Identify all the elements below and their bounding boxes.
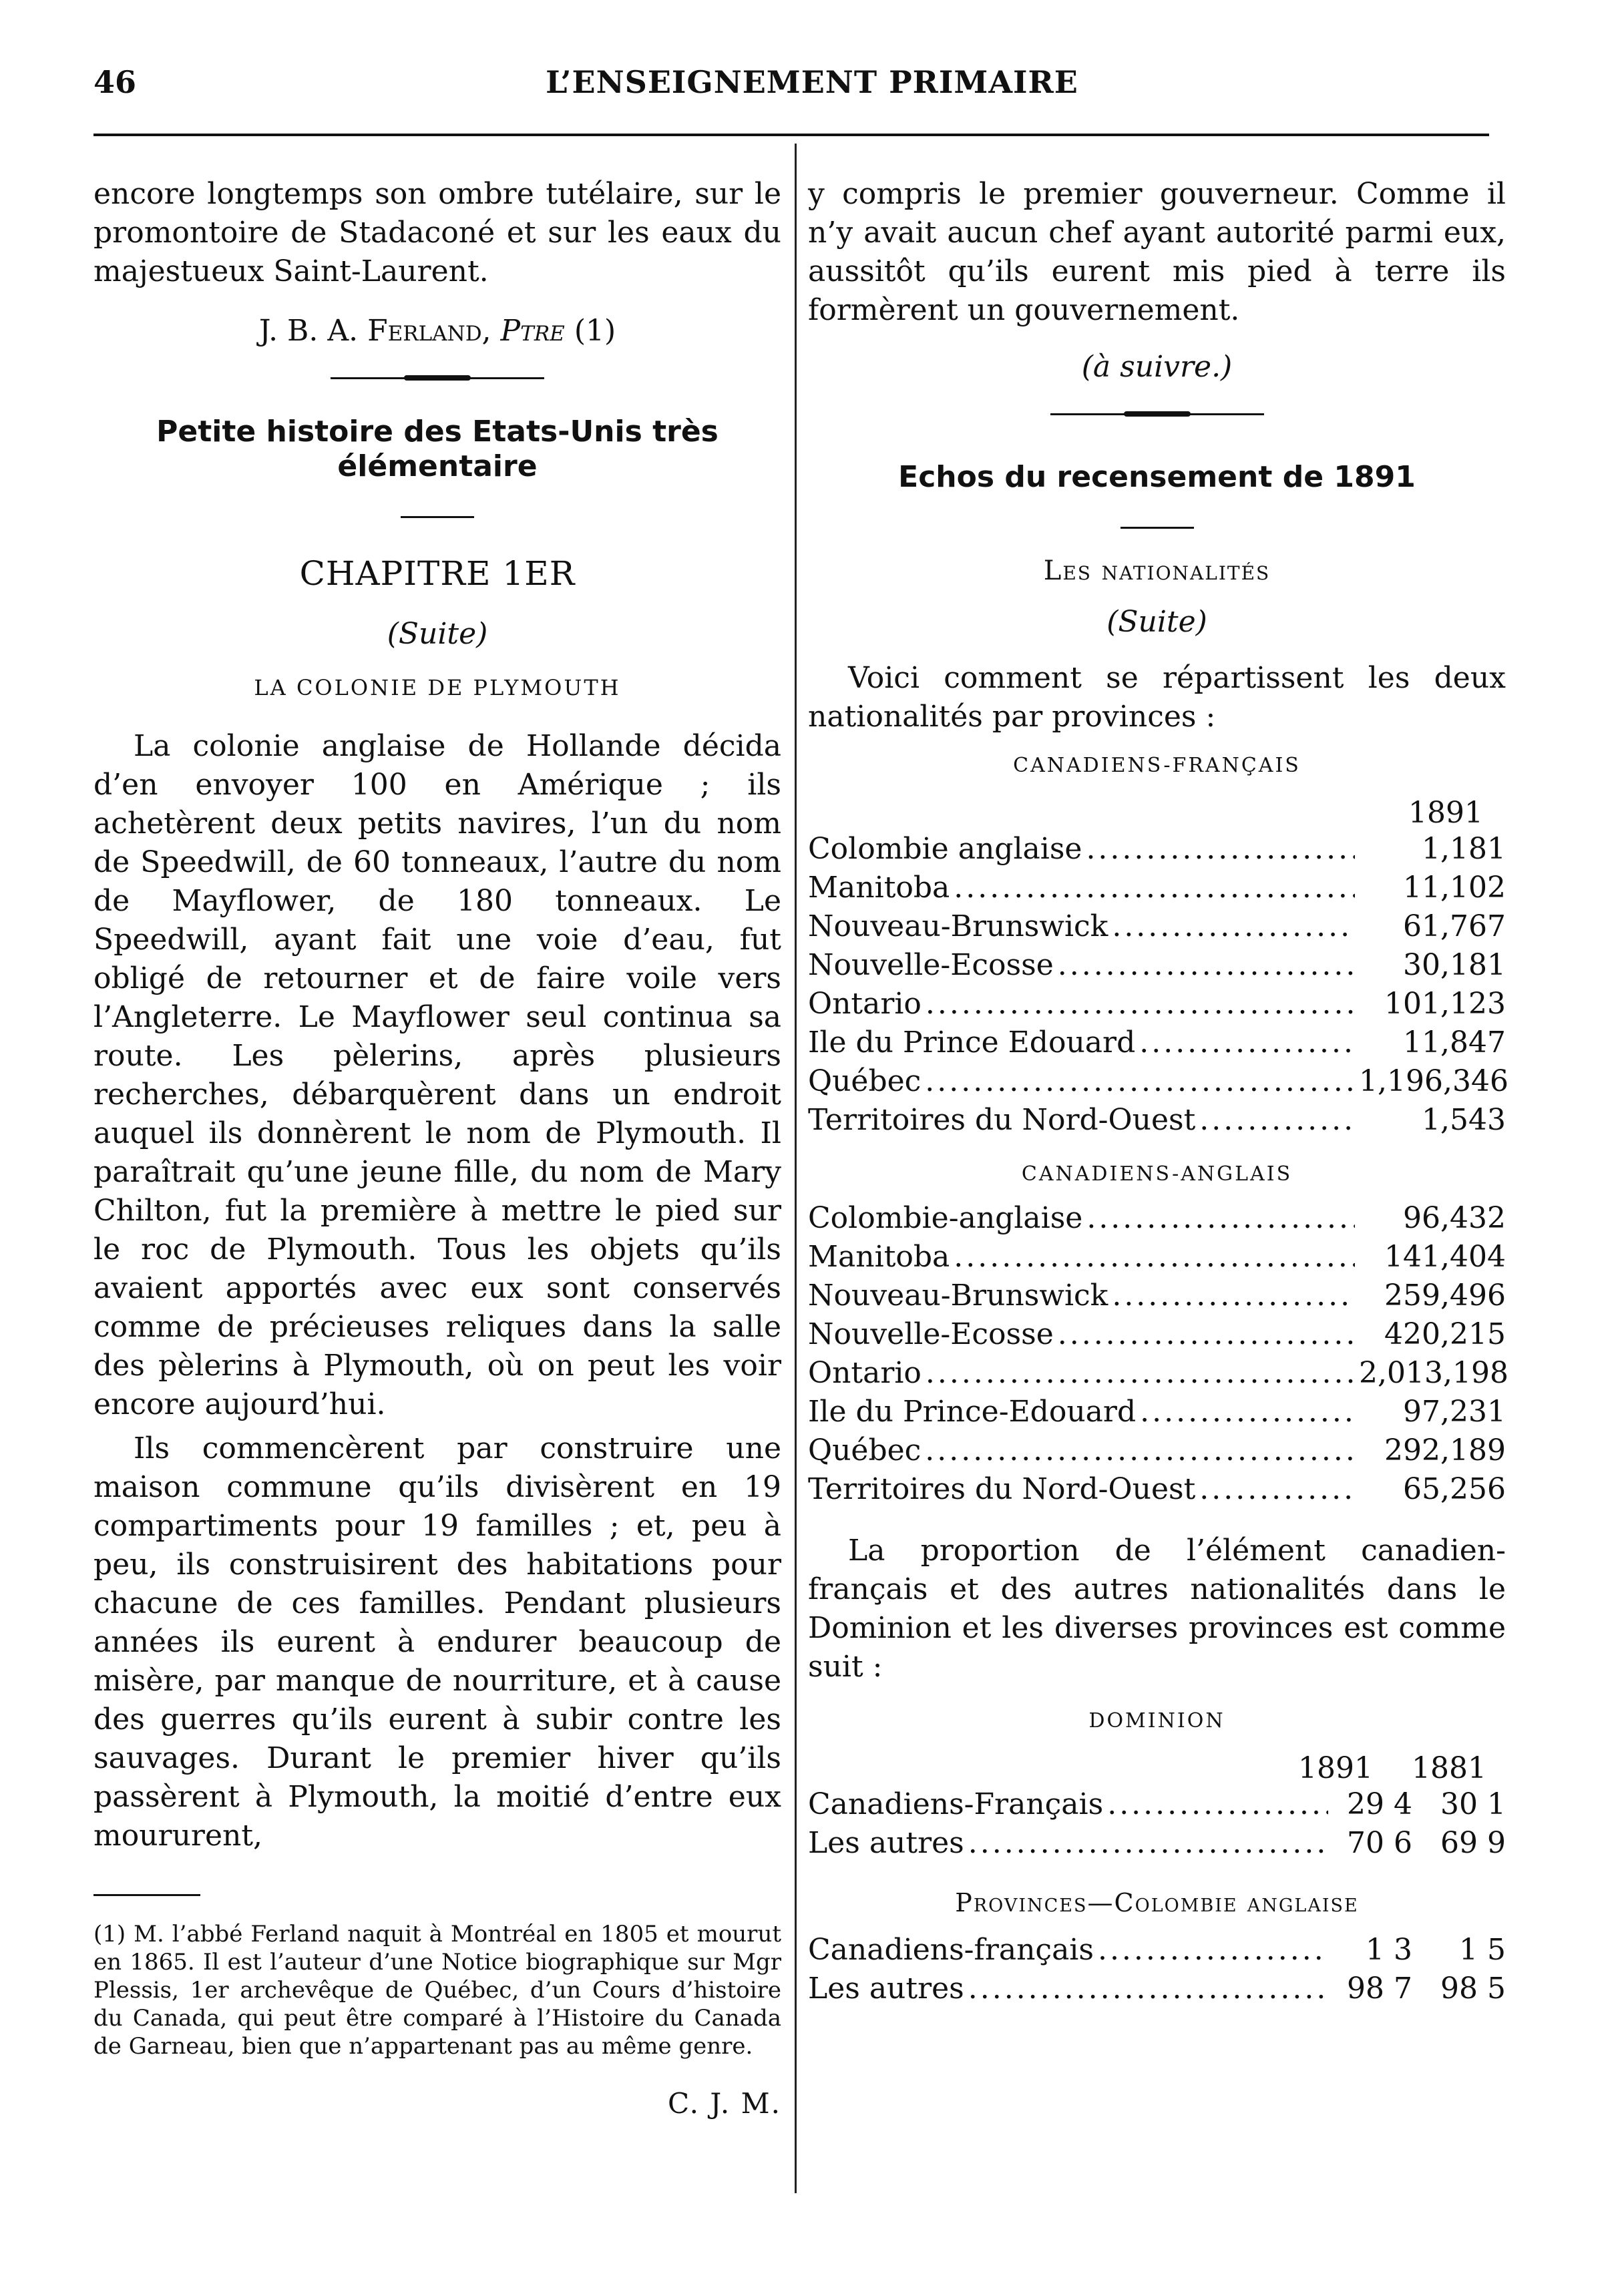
leader-dots	[1058, 1315, 1355, 1354]
row-value: 1,196,346	[1359, 1064, 1508, 1098]
table-row	[808, 1470, 1506, 1509]
table-rows	[808, 830, 1506, 1140]
row-label: Territoires du Nord-Ouest	[808, 1103, 1196, 1137]
table-row	[808, 830, 1506, 869]
continuation-text: encore longtemps son ombre tutélaire, sur le promontoire de Stadaconé et sur les eaux du majestueux Saint-Laurent.	[93, 177, 781, 288]
row-value: 96,432	[1403, 1201, 1506, 1235]
suite-label: (Suite)	[387, 617, 488, 651]
year-label: 1891	[1408, 796, 1483, 830]
paragraph: Ils commencèrent par construire une maison commune qu’ils divisèrent en 19 compartiments pour 19 familles ; et, peu à peu, ils construisirent des habitations pour chacune de ces familles. Pendant plusieurs années ils eurent à endurer beaucoup de misère, par manque de nourriture, et à cause des guerres qu’ils eurent à subir contre les sauvages. Durant le premier hiver qu’ils passèrent à Plymouth, la moitié d’entre eux moururent,	[93, 1431, 781, 1853]
table-row	[808, 1785, 1506, 1824]
row-value: 11,102	[1403, 871, 1506, 905]
table-year-row	[808, 1751, 1506, 1785]
table-rows	[808, 1785, 1506, 1863]
table-canadiens-anglais	[808, 1162, 1506, 1509]
table-row	[808, 1238, 1506, 1277]
table-row	[808, 1431, 1506, 1470]
year-label: 1891	[1298, 1751, 1373, 1785]
table-rows	[808, 1199, 1506, 1509]
ornament-divider	[1050, 411, 1264, 417]
row-value: 101,123	[1384, 987, 1506, 1021]
value-1891: 70 6	[1347, 1826, 1412, 1860]
suite-label: (Suite)	[1106, 605, 1207, 639]
row-label: Manitoba	[808, 871, 950, 905]
row-label: Ile du Prince Edouard	[808, 1025, 1136, 1060]
table-provinces	[808, 1888, 1506, 2008]
header-rule	[93, 134, 1489, 136]
leader-dots	[954, 1238, 1355, 1277]
value-1891: 29 4	[1347, 1787, 1412, 1821]
row-label: Canadiens-Français	[808, 1787, 1104, 1821]
row-label: Manitoba	[808, 1240, 950, 1274]
row-value: 1,181	[1422, 832, 1506, 866]
leader-dots	[1086, 830, 1355, 869]
leader-dots	[1112, 1277, 1355, 1315]
column-divider	[795, 144, 797, 2193]
footnote-rule	[93, 1894, 200, 1896]
year-label: 1881	[1412, 1751, 1486, 1785]
row-label: Québec	[808, 1433, 922, 1467]
section-heading: LA COLONIE DE PLYMOUTH	[254, 675, 621, 700]
row-label: Ontario	[808, 987, 922, 1021]
row-value: 65,256	[1403, 1472, 1506, 1506]
row-label: Nouveau-Brunswick	[808, 1279, 1108, 1313]
leader-dots	[1107, 1785, 1328, 1824]
row-label: Nouveau-Brunswick	[808, 909, 1108, 943]
table-row	[808, 1931, 1506, 1970]
table-row	[808, 869, 1506, 907]
page-number: 46	[93, 64, 137, 100]
leader-dots	[926, 1354, 1355, 1393]
table-row	[808, 1315, 1506, 1354]
table-row	[808, 1393, 1506, 1431]
leader-dots	[926, 985, 1355, 1023]
article-title: Echos du recensement de 1891	[898, 460, 1416, 494]
right-column	[808, 175, 1506, 2008]
leader-dots	[968, 1970, 1328, 2008]
table-row	[808, 907, 1506, 946]
row-value: 259,496	[1384, 1279, 1506, 1313]
row-label: Ile du Prince-Edouard	[808, 1395, 1137, 1429]
article-title: Petite histoire des Etats-Unis très élémentaire	[156, 415, 719, 483]
to-be-continued: (à suivre.)	[1081, 350, 1233, 384]
table-row	[808, 1277, 1506, 1315]
table-year-row	[808, 796, 1506, 830]
value-1891: 98 7	[1347, 1972, 1412, 2006]
row-value: 30,181	[1403, 948, 1506, 982]
row-value: 11,847	[1403, 1025, 1506, 1060]
table-row	[808, 985, 1506, 1023]
author-initials: C. J. M.	[668, 2087, 781, 2120]
chapter-heading: CHAPITRE 1ER	[299, 554, 576, 593]
table-rows	[808, 1931, 1506, 2008]
row-value: 292,189	[1384, 1433, 1506, 1467]
table-row	[808, 1023, 1506, 1062]
title-rule	[1121, 527, 1194, 529]
row-value: 97,231	[1403, 1395, 1506, 1429]
table-heading: CANADIENS-FRANÇAIS	[1013, 754, 1301, 777]
leader-dots	[1086, 1199, 1355, 1238]
row-value: 1,543	[1422, 1103, 1506, 1137]
author-title: Ptre	[500, 314, 565, 348]
author-name: J. B. A. Ferland,	[258, 314, 491, 348]
paragraph: La colonie anglaise de Hollande décida d’en envoyer 100 en Amérique ; ils achetèrent deux petits navires, l’un du nom de Speedwill, de 60 tonneaux, l’autre du nom de Mayflower, de 180 tonneaux. Le Speedwill, ayant fait une voie d’eau, fut obligé de retourner et de faire voile vers l’Angleterre. Le Mayflower seul continua sa route. Les pèlerins, après plusieurs recherches, débarquèrent dans un endroit auquel ils donnèrent le nom de Plymouth. Il paraîtrait qu’une jeune fille, du nom de Mary Chilton, fut la première à mettre le pied sur le roc de Plymouth. Tous les objets qu’ils avaient apportés avec eux sont conservés comme de précieuses reliques dans la salle des pèlerins à Plymouth, où on peut les voir encore aujourd’hui.	[93, 729, 781, 1421]
table-row	[808, 1970, 1506, 2008]
table-row	[808, 1354, 1506, 1393]
leader-dots	[925, 1062, 1355, 1101]
row-label: Nouvelle-Ecosse	[808, 1317, 1054, 1351]
table-row	[808, 1199, 1506, 1238]
leader-dots	[1140, 1393, 1355, 1431]
running-title: L’ENSEIGNEMENT PRIMAIRE	[546, 64, 1078, 100]
leader-dots	[1098, 1931, 1328, 1970]
section-heading: Les nationalités	[1043, 555, 1271, 586]
value-1891: 1 3	[1366, 1933, 1412, 1967]
table-row	[808, 1101, 1506, 1140]
continuation-text: y compris le premier gouverneur. Comme il n’y avait aucun chef ayant autorité parmi eux, aussitôt qu’ils eurent mis pied à terre ils formèrent un gouvernement.	[808, 177, 1506, 327]
row-label: Territoires du Nord-Ouest	[808, 1472, 1196, 1506]
table-heading: CANADIENS-ANGLAIS	[1021, 1162, 1293, 1186]
leader-dots	[1199, 1101, 1355, 1140]
row-label: Les autres	[808, 1826, 964, 1860]
row-label: Nouvelle-Ecosse	[808, 948, 1054, 982]
row-value: 2,013,198	[1359, 1356, 1508, 1390]
intro-paragraph: Voici comment se répartissent les deux nationalités par provinces :	[808, 661, 1506, 734]
table-row	[808, 1062, 1506, 1101]
table-dominion	[808, 1709, 1506, 1863]
row-label: Les autres	[808, 1972, 964, 2006]
leader-dots	[1112, 907, 1355, 946]
table-canadiens-francais	[808, 754, 1506, 1140]
proportion-paragraph: La proportion de l’élément canadien-français et des autres nationalités dans le Dominion et les diverses provinces est comme suit :	[808, 1534, 1506, 1684]
author-signature	[93, 314, 781, 348]
ornament-divider	[331, 375, 544, 381]
table-row	[808, 1824, 1506, 1863]
footnote-ref: (1)	[574, 314, 616, 348]
left-column	[93, 175, 781, 2120]
value-1881: 69 9	[1440, 1826, 1506, 1860]
leader-dots	[1199, 1470, 1355, 1509]
row-value: 141,404	[1384, 1240, 1506, 1274]
leader-dots	[1058, 946, 1355, 985]
row-label: Québec	[808, 1064, 922, 1098]
value-1881: 1 5	[1459, 1933, 1506, 1967]
table-row	[808, 946, 1506, 985]
row-value: 61,767	[1403, 909, 1506, 943]
row-label: Colombie anglaise	[808, 832, 1082, 866]
leader-dots	[1139, 1023, 1355, 1062]
leader-dots	[925, 1431, 1355, 1470]
title-rule	[401, 516, 474, 518]
leader-dots	[968, 1824, 1328, 1863]
footnote: (1) M. l’abbé Ferland naquit à Montréal en 1805 et mourut en 1865. Il est l’auteur d’une Notice biographique sur Mgr Plessis, 1er archevêque de Québec, d’un Cours d’histoire du Canada, qui peut être comparé à l’Histoire du Canada de Garneau, bien que n’appartenant pas au même genre.	[93, 1921, 781, 2060]
value-1881: 30 1	[1440, 1787, 1506, 1821]
row-label: Canadiens-français	[808, 1933, 1094, 1967]
table-heading: DOMINION	[1088, 1709, 1225, 1733]
row-value: 420,215	[1384, 1317, 1506, 1351]
value-1881: 98 5	[1440, 1972, 1506, 2006]
row-label: Colombie-anglaise	[808, 1201, 1083, 1235]
leader-dots	[954, 869, 1355, 907]
table-heading: Provinces—Colombie anglaise	[955, 1888, 1359, 1917]
row-label: Ontario	[808, 1356, 922, 1390]
